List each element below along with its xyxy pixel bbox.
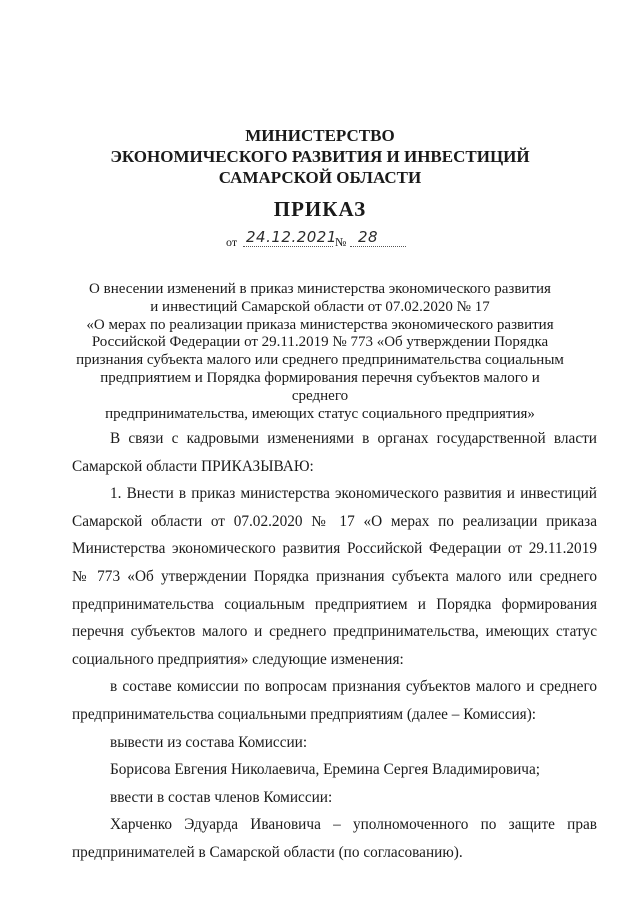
body-paragraph: вывести из состава Комиссии: — [110, 733, 308, 751]
header-line-1: МИНИСТЕРСТВО — [245, 126, 395, 145]
body-paragraph: Борисова Евгения Николаевича, Еремина Сергея Владимировича; — [110, 761, 540, 779]
order-subject — [75, 281, 565, 423]
subject-line: признания субъекта малого или среднего предпринимательства социальным — [76, 352, 564, 369]
number-underline — [350, 246, 406, 247]
number-label: № — [335, 235, 347, 249]
ministry-header — [0, 125, 640, 188]
date-underline — [243, 246, 333, 247]
header-line-3: САМАРСКОЙ ОБЛАСТИ — [218, 168, 422, 187]
date-from-label: от — [226, 235, 238, 249]
body-paragraph: ввести в состав членов Комиссии: — [110, 788, 333, 806]
body-paragraph: 1. Внести в приказ министерства экономического развития и инвестиций Самарской области от 07.02.2020 № 17 «О мерах по реализации приказа Министерства экономического развития Российской Федерации от 29.11.2019 № 773 «Об утверждении Порядка признания субъекта малого или среднего предпринимательства социальным предприятием и Порядка формирования перечня субъектов малого и среднего предпринимательства, имеющих статус социального предприятия» следующие изменения: — [72, 485, 597, 668]
handwritten-number: 28 — [358, 228, 379, 246]
handwritten-date: 24.12.2021 — [246, 228, 337, 246]
subject-line: «О мерах по реализации приказа министерства экономического развития — [86, 316, 554, 333]
subject-line: предприятием и Порядка формирования перечня субъектов малого и среднего — [100, 369, 540, 404]
order-body — [72, 425, 597, 867]
body-paragraph: Харченко Эдуарда Ивановича – уполномоченного по защите прав предпринимателей в Самарской области (по согласованию). — [72, 816, 597, 861]
body-paragraph: В связи с кадровыми изменениями в органах государственной власти Самарской области ПРИКАЗЫВАЮ: — [72, 430, 597, 475]
subject-line: О внесении изменений в приказ министерства экономического развития — [89, 281, 551, 297]
body-paragraph: в составе комиссии по вопросам признания субъектов малого и среднего предпринимательства социальными предприятиям (далее – Комиссия): — [72, 678, 597, 723]
subject-line: и инвестиций Самарской области от 07.02.2020 № 17 — [150, 298, 490, 315]
subject-line: Российской Федерации от 29.11.2019 № 773 «Об утверждении Порядка — [91, 334, 549, 351]
document-type-title: ПРИКАЗ — [273, 197, 367, 221]
subject-line: предпринимательства, имеющих статус социального предприятия» — [105, 405, 535, 422]
header-line-2: ЭКОНОМИЧЕСКОГО РАЗВИТИЯ И ИНВЕСТИЦИЙ — [110, 147, 530, 166]
date-number-line — [226, 230, 416, 250]
